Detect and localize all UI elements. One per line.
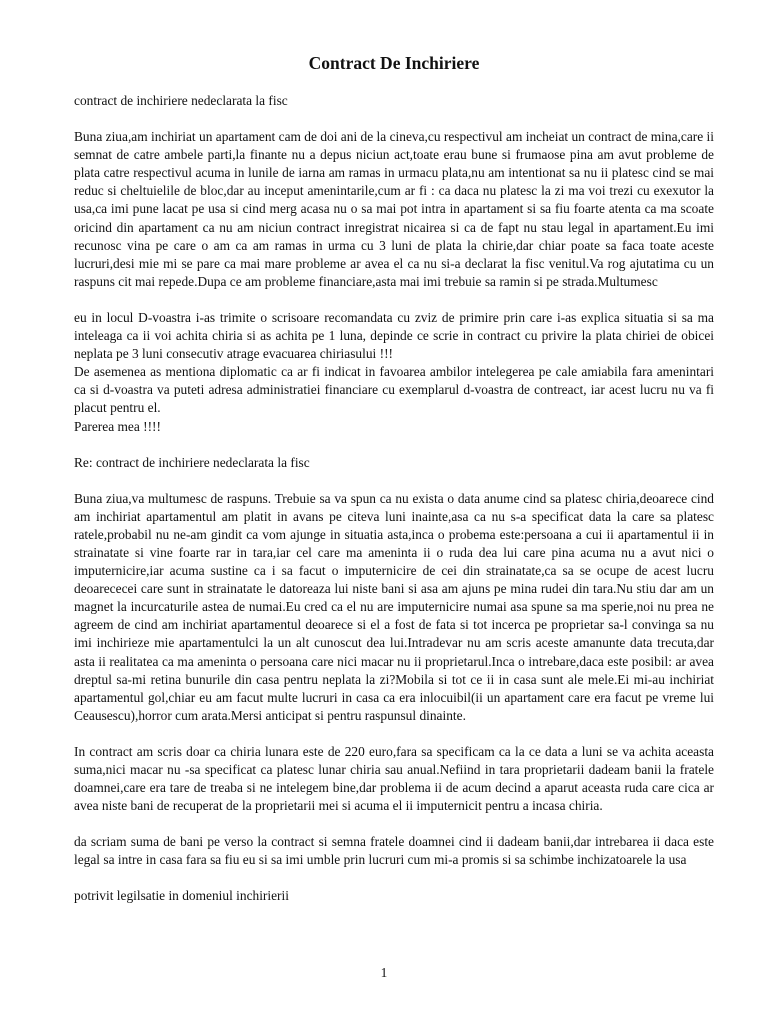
question-paragraph: Buna ziua,am inchiriat un apartament cam de doi ani de la cineva,cu respectivul am incheiat un contract de mina,care ii semnat de catre ambele parti,la finante nu a depus niciun act,toate erau bune si frumaose pina am avut probleme de plata catre respectivul acuma in lunile de iarna am ramas in urmacu plata,nu am intentionat sa nu ii platesc cind se mai reduc si cheltuielile de bloc,dar au inceput amenintarile,cum ar fi : ca daca nu platesc la zi ma voi trezi cu exexutor la usa,ca imi pune lacat pe usa si cind merg acasa nu o sa mai pot intra in apartament si sa fiu foarte atenta ca ma scoate oricind din apartament ca nu am niciun contract inregistrat nicairea si ca de fapt nu stau legal in apartament.Eu imi recunosc vina pe care o am ca am ramas in urma cu 3 luni de plata la chirie,dar chiar poate sa faca toate aceste lucruri,desi mie mi se pare ca mai mare probleme ar avea el ca nu si-a declarat la fisc venitul.Va rog ajutatima cu un raspuns cit mai repede.Dupa ce am probleme financiare,asta mai imi trebuie sa ramin si pe strada.Multumesc xyxy=(74,129,714,289)
document-page xyxy=(74,52,714,924)
answer-signoff: Parerea mea !!!! xyxy=(74,418,161,434)
contract-details-paragraph: In contract am scris doar ca chiria lunara este de 220 euro,fara sa specificam ca la ce data a luni se va achita aceasta suma,nici macar nu -sa specificat ca platesc lunar chiria sau anual.Nefiind in tara proprietarii dadeam banii la fratele doamnei,care era tare de treaba si ne intelegem bine,dar problema ii de acum decind a aparut aceasta ruda care cica ar avea niste bani de recuperat de la proprietarii mei si acuma el ii imputernicit pentru a incasa chiria. xyxy=(74,743,714,814)
document-title: Contract De Inchiriere xyxy=(308,53,480,73)
answer-paragraph-2: De asemenea as mentiona diplomatic ca ar fi indicat in favoarea ambilor intelegerea pe cale amiabila fara amenintari ca si d-voastra va puteti adresa administratiei financiare cu exemplarul d-voastra de contreact, iar acest lucru nu va fi placut pentru el. xyxy=(74,364,714,416)
page-number: 1 xyxy=(380,965,388,980)
subject-line: contract de inchiriere nedeclarata la fisc xyxy=(74,93,288,108)
legal-question-paragraph: da scriam suma de bani pe verso la contract si semna fratele doamnei cind ii dadeam banii,dar intrebarea ii daca este legal sa intre in casa fara sa fiu eu si sa imi umble prin lucruri cum mi-a promis si sa schimbe inchizatoarele la usa xyxy=(74,834,714,868)
reply-subject-line: Re: contract de inchiriere nedeclarata la fisc xyxy=(74,454,310,470)
reply-paragraph: Buna ziua,va multumesc de raspuns. Trebuie sa va spun ca nu exista o data anume cind sa platesc chiria,deoarece cind am inchiriat apartamentul am platit in avans pe citeva luni inainte,asa ca nu s-a specificat data la care sa platesc ratele,probabil nu ne-am gindit ca vom ajunge in situatia asta,inca o probema este:persoana a cui ii apartamentul ii in strainatate si vine foarte rar in tara,iar cel care ma ameninta ii o ruda dea lui care pina acuma nu a avut nici o imputernicire,iar acuma sustine ca i sa facut o imputernicire de cei din strainatate,ca sa se ocupe de acest lucru deoarececei care sunt in strainatate le datoreaza lui niste bani si asa am ajuns pe mina rudei din tara.Nu stiu dar am un magnet la incurcaturile astea de numai.Eu cred ca el nu are imputernicire numai asa spune sa ma sperie,noi nu prea ne agreem de cind am inchiriat apartamentul deoarece si el a fost de fata si tot incerca pe proprietar sa-l convinga sa nu imi inchirieze mie apartamentulci la un alt cunoscut dea lui.Intradevar nu am scris aceste amanunte data trecuta,dar asta ii realitatea ca ma ameninta o persoana care nici macar nu ii proprietarul.Inca o intrebare,daca este posibil: ar avea dreptul sa-mi retina bunurile din casa pentru neplata la zi?Mobila si tot ce ii in casa sunt ale mele.Ei mi-au inchiriat apartamentul gol,chiar eu am facut multe lucruri in casa ca era inlocuibil(ii un apartament care era facut pe vreme lui Ceausescu),horror cum arata.Mersi anticipat si pentru raspunsul dinainte. xyxy=(74,490,714,723)
answer-paragraph-1: eu in locul D-voastra i-as trimite o scrisoare recomandata cu zviz de primire prin care i-as explica situatia si sa ma inteleaga ca ii voi achita chiria si as achita pe 1 luna, depinde ce scrie in contract cu privire la plata chiriei de obicei neplata pe 3 luni consecutiv atrage evacuarea chiriasului !!! xyxy=(74,309,714,362)
legislation-line: potrivit legilsatie in domeniul inchirierii xyxy=(74,888,289,904)
